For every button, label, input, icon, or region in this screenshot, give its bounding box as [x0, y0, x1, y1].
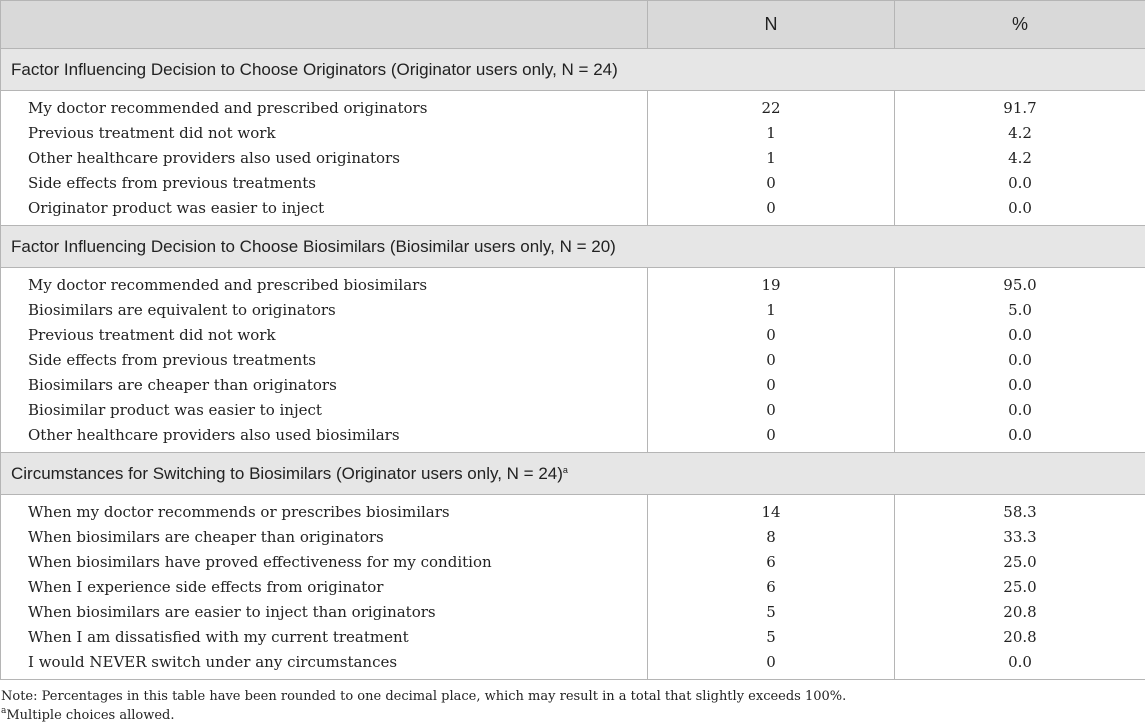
table-row [1, 268, 1145, 298]
table-row [1, 649, 1145, 680]
row-label: Previous treatment did not work [1, 120, 648, 145]
row-n: 8 [648, 524, 895, 549]
row-percent: 20.8 [895, 624, 1145, 649]
row-n: 0 [648, 649, 895, 680]
table-row [1, 120, 1145, 145]
header-label [1, 1, 648, 49]
row-n: 0 [648, 195, 895, 226]
row-n: 6 [648, 574, 895, 599]
table-row [1, 347, 1145, 372]
row-n: 1 [648, 120, 895, 145]
row-n: 19 [648, 268, 895, 298]
row-n: 6 [648, 549, 895, 574]
row-n: 1 [648, 145, 895, 170]
section-title-text: Factor Influencing Decision to Choose Biosimilars (Biosimilar users only, N = 20) [11, 236, 616, 256]
section-title-text: Factor Influencing Decision to Choose Originators (Originator users only, N = 24) [11, 59, 618, 79]
row-percent: 0.0 [895, 322, 1145, 347]
section-title [1, 453, 1145, 495]
row-n: 0 [648, 372, 895, 397]
row-percent: 58.3 [895, 495, 1145, 525]
table-row [1, 297, 1145, 322]
footnote-mark: a [1, 706, 7, 716]
row-n: 22 [648, 91, 895, 121]
table-row [1, 624, 1145, 649]
table-row [1, 599, 1145, 624]
table-row [1, 549, 1145, 574]
row-n: 5 [648, 599, 895, 624]
row-percent: 33.3 [895, 524, 1145, 549]
row-percent: 25.0 [895, 549, 1145, 574]
row-n: 0 [648, 322, 895, 347]
section-header-row [1, 49, 1145, 91]
section-header-row [1, 453, 1145, 495]
note-text: Note: Percentages in this table have been rounded to one decimal place, which may result in a total that slightly exceeds 100%. [1, 689, 847, 704]
row-label: Biosimilars are equivalent to originators [1, 297, 648, 322]
row-n: 5 [648, 624, 895, 649]
row-label: When my doctor recommends or prescribes biosimilars [1, 495, 648, 525]
row-label: When I experience side effects from originator [1, 574, 648, 599]
row-label: Other healthcare providers also used originators [1, 145, 648, 170]
section-title [1, 49, 1145, 91]
header-percent: % [895, 1, 1145, 49]
row-n: 0 [648, 422, 895, 453]
row-percent: 4.2 [895, 120, 1145, 145]
row-label: When biosimilars are cheaper than originators [1, 524, 648, 549]
section-header-row [1, 226, 1145, 268]
table-row [1, 397, 1145, 422]
section-title-footnote-mark: a [562, 464, 568, 475]
row-n: 14 [648, 495, 895, 525]
row-percent: 95.0 [895, 268, 1145, 298]
table-notes [0, 687, 1145, 725]
row-label: When biosimilars are easier to inject than originators [1, 599, 648, 624]
row-label: My doctor recommended and prescribed biosimilars [1, 268, 648, 298]
row-label: Biosimilar product was easier to inject [1, 397, 648, 422]
row-label: Side effects from previous treatments [1, 170, 648, 195]
row-percent: 0.0 [895, 347, 1145, 372]
row-percent: 0.0 [895, 372, 1145, 397]
row-percent: 0.0 [895, 195, 1145, 226]
row-percent: 25.0 [895, 574, 1145, 599]
row-percent: 20.8 [895, 599, 1145, 624]
row-percent: 5.0 [895, 297, 1145, 322]
table-row [1, 495, 1145, 525]
table-row [1, 91, 1145, 121]
row-label: Biosimilars are cheaper than originators [1, 372, 648, 397]
row-percent: 0.0 [895, 170, 1145, 195]
table-row [1, 322, 1145, 347]
row-n: 0 [648, 347, 895, 372]
row-label: Originator product was easier to inject [1, 195, 648, 226]
header-row [1, 1, 1145, 49]
row-percent: 4.2 [895, 145, 1145, 170]
section-title [1, 226, 1145, 268]
table-row [1, 372, 1145, 397]
row-percent: 91.7 [895, 91, 1145, 121]
row-label: I would NEVER switch under any circumstances [1, 649, 648, 680]
table-row [1, 574, 1145, 599]
footnote [1, 706, 1145, 725]
row-label: When biosimilars have proved effectiveness for my condition [1, 549, 648, 574]
section-title-text: Circumstances for Switching to Biosimilars (Originator users only, N = 24) [11, 463, 563, 483]
row-label: Side effects from previous treatments [1, 347, 648, 372]
row-percent: 0.0 [895, 422, 1145, 453]
header-n: N [648, 1, 895, 49]
row-percent: 0.0 [895, 397, 1145, 422]
table-row [1, 195, 1145, 226]
row-label: When I am dissatisfied with my current treatment [1, 624, 648, 649]
footnote-text: Multiple choices allowed. [6, 708, 175, 723]
row-label: Previous treatment did not work [1, 322, 648, 347]
table-row [1, 422, 1145, 453]
row-percent: 0.0 [895, 649, 1145, 680]
table-row [1, 524, 1145, 549]
row-n: 0 [648, 170, 895, 195]
table-row [1, 170, 1145, 195]
row-label: Other healthcare providers also used biosimilars [1, 422, 648, 453]
row-label: My doctor recommended and prescribed originators [1, 91, 648, 121]
row-n: 0 [648, 397, 895, 422]
row-n: 1 [648, 297, 895, 322]
table-row [1, 145, 1145, 170]
